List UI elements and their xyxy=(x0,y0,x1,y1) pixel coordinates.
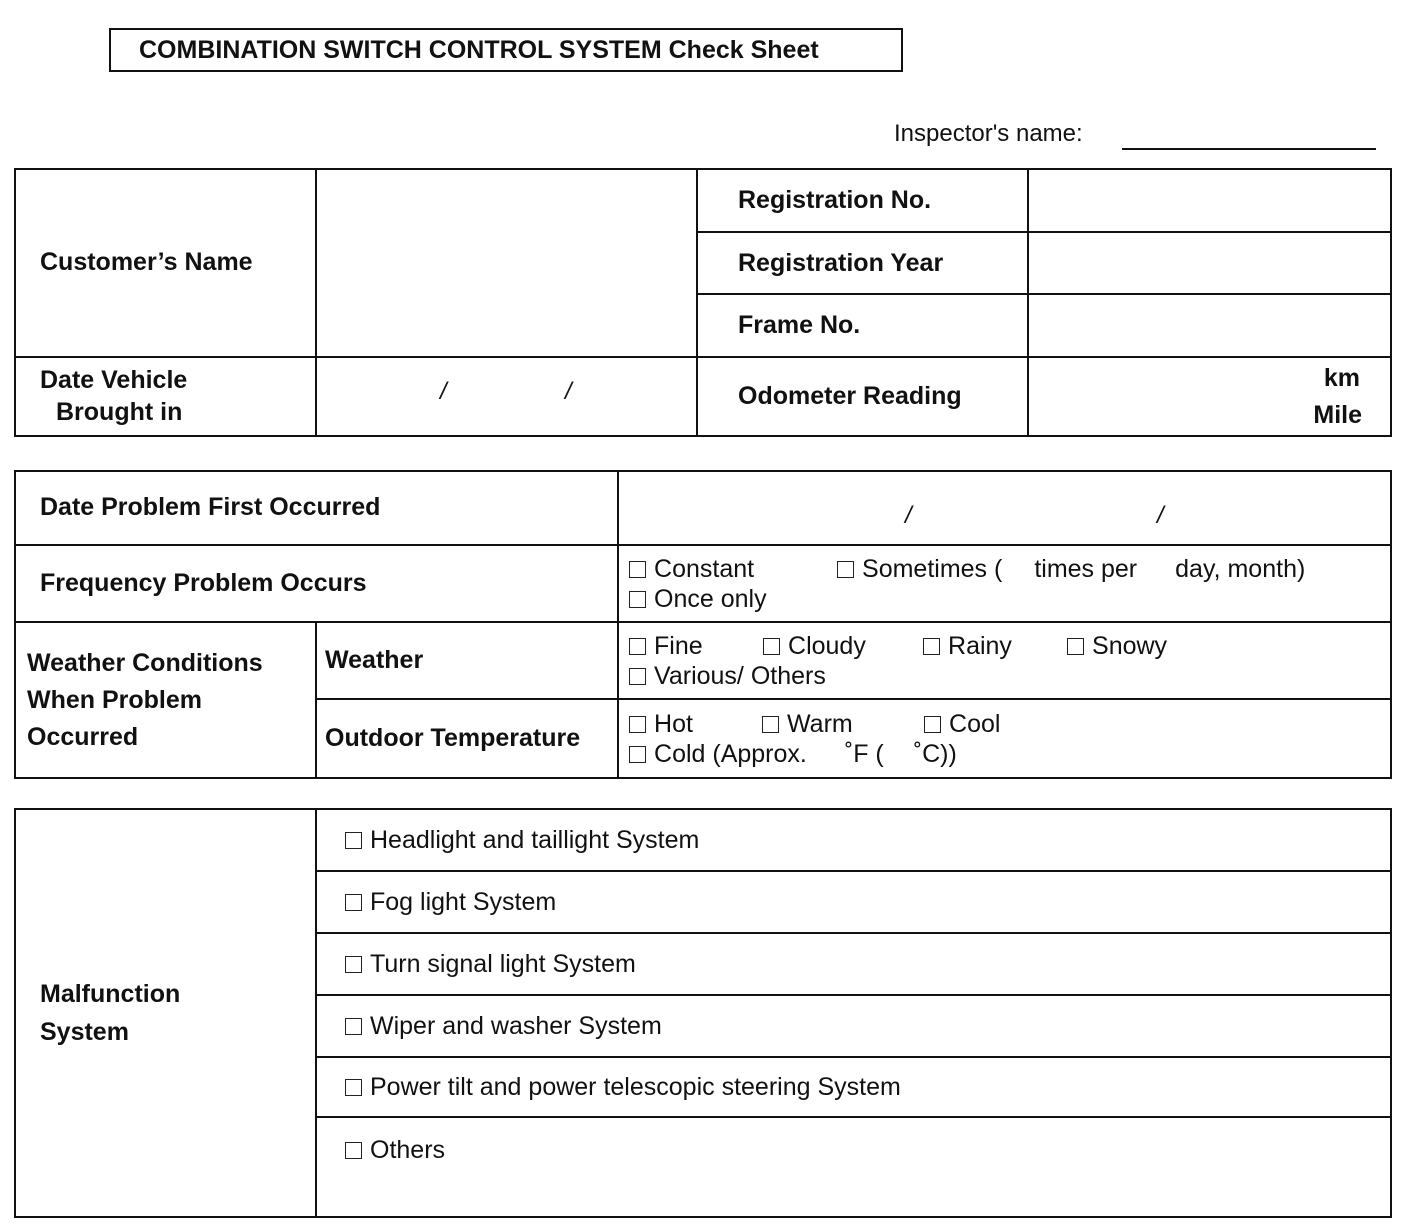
weather-conditions-line1: Weather Conditions xyxy=(27,648,263,677)
option-label: Cold (Approx. xyxy=(654,739,807,768)
weather-cloudy-option[interactable] xyxy=(763,631,923,661)
system-label: Turn signal light System xyxy=(370,949,636,978)
freq-once-option[interactable] xyxy=(629,584,767,614)
system-label: Headlight and taillight System xyxy=(370,825,700,854)
odometer-label: Odometer Reading xyxy=(697,357,1028,436)
checkbox[interactable] xyxy=(1067,638,1084,655)
checkbox[interactable] xyxy=(629,668,646,685)
checkbox[interactable] xyxy=(629,716,646,733)
registration-year-field[interactable] xyxy=(1028,232,1391,294)
system-label: Power tilt and power telescopic steering System xyxy=(370,1072,901,1101)
date-separator: / xyxy=(440,378,447,405)
temp-celsius: ˚C)) xyxy=(913,739,957,768)
checkbox[interactable] xyxy=(345,1079,362,1096)
system-others-option[interactable] xyxy=(316,1117,1391,1217)
system-turn-signal-option[interactable] xyxy=(316,933,1391,995)
weather-snowy-option[interactable] xyxy=(1067,631,1167,661)
checkbox[interactable] xyxy=(345,1018,362,1035)
registration-no-field[interactable] xyxy=(1028,169,1391,232)
temperature-options xyxy=(618,699,1391,778)
checkbox[interactable] xyxy=(762,716,779,733)
checkbox[interactable] xyxy=(345,832,362,849)
option-label: Once only xyxy=(654,584,767,613)
weather-various-option[interactable] xyxy=(629,661,826,691)
odometer-field[interactable] xyxy=(1028,357,1391,436)
registration-year-label: Registration Year xyxy=(697,232,1028,294)
date-brought-in-line1: Date Vehicle xyxy=(40,366,188,395)
date-first-occurred-field[interactable] xyxy=(618,471,1391,545)
weather-options xyxy=(618,622,1391,699)
temp-cold-option[interactable] xyxy=(629,739,807,769)
option-label: Warm xyxy=(787,709,853,738)
weather-fine-option[interactable] xyxy=(629,631,763,661)
option-label: Various/ Others xyxy=(654,661,826,690)
checkbox[interactable] xyxy=(923,638,940,655)
date-brought-in-field[interactable] xyxy=(316,357,697,436)
option-label: Cool xyxy=(949,709,1001,738)
checkbox[interactable] xyxy=(629,746,646,763)
system-fog-light-option[interactable] xyxy=(316,871,1391,933)
checkbox[interactable] xyxy=(837,561,854,578)
temp-hot-option[interactable] xyxy=(629,709,762,739)
system-power-tilt-option[interactable] xyxy=(316,1057,1391,1117)
freq-sometimes-option[interactable] xyxy=(837,554,1002,584)
frequency-label: Frequency Problem Occurs xyxy=(15,545,618,622)
option-label: Cloudy xyxy=(788,631,866,660)
frame-no-label: Frame No. xyxy=(697,294,1028,357)
system-headlight-option[interactable] xyxy=(316,809,1391,871)
unit-km: km xyxy=(1323,364,1360,392)
freq-day-month: day, month) xyxy=(1175,554,1306,583)
customer-name-field[interactable] xyxy=(316,169,697,357)
system-label: Others xyxy=(370,1136,446,1164)
date-brought-in-label xyxy=(15,357,316,436)
checkbox[interactable] xyxy=(629,561,646,578)
temp-fahrenheit: ˚F ( xyxy=(844,739,884,768)
checkbox[interactable] xyxy=(629,638,646,655)
frame-no-field[interactable] xyxy=(1028,294,1391,357)
frequency-options xyxy=(618,545,1391,622)
date-brought-in-line2: Brought in xyxy=(56,397,183,426)
registration-no-label: Registration No. xyxy=(697,169,1028,232)
date-separator: / xyxy=(905,502,912,529)
checkbox[interactable] xyxy=(345,894,362,911)
date-separator: / xyxy=(565,378,572,405)
option-label: Constant xyxy=(654,554,755,583)
weather-label: Weather xyxy=(316,622,618,699)
inspector-name-field[interactable] xyxy=(1122,148,1376,150)
vehicle-info-table xyxy=(14,168,1392,437)
date-separator: / xyxy=(1157,502,1164,529)
system-label: Wiper and washer System xyxy=(370,1011,662,1040)
checkbox[interactable] xyxy=(345,956,362,973)
customer-name-label: Customer’s Name xyxy=(15,169,316,357)
option-label: Snowy xyxy=(1092,631,1168,660)
weather-conditions-line2: When Problem xyxy=(27,685,203,714)
system-label: Fog light System xyxy=(370,887,557,916)
outdoor-temperature-label: Outdoor Temperature xyxy=(316,699,618,778)
system-wiper-option[interactable] xyxy=(316,995,1391,1057)
checkbox[interactable] xyxy=(763,638,780,655)
option-label: Rainy xyxy=(948,631,1012,660)
option-label: Sometimes ( xyxy=(862,554,1003,583)
checkbox[interactable] xyxy=(924,716,941,733)
unit-mile: Mile xyxy=(1313,401,1362,429)
malfunction-system-table xyxy=(14,808,1392,1218)
malfunction-system-label xyxy=(15,809,316,1217)
malfunction-label-line2: System xyxy=(40,1018,129,1046)
malfunction-label-line1: Malfunction xyxy=(40,980,181,1008)
inspector-name-label: Inspector's name: xyxy=(894,120,1083,147)
sheet-title: COMBINATION SWITCH CONTROL SYSTEM Check Sheet xyxy=(109,28,903,72)
weather-rainy-option[interactable] xyxy=(923,631,1067,661)
checkbox[interactable] xyxy=(345,1142,362,1159)
problem-conditions-table xyxy=(14,470,1392,779)
freq-times-per: times per xyxy=(1034,554,1138,583)
weather-conditions-line3: Occurred xyxy=(27,722,139,751)
temp-cool-option[interactable] xyxy=(924,709,1000,739)
option-label: Hot xyxy=(654,709,693,738)
checkbox[interactable] xyxy=(629,591,646,608)
freq-constant-option[interactable] xyxy=(629,554,837,584)
weather-conditions-label xyxy=(15,622,316,778)
date-first-occurred-label: Date Problem First Occurred xyxy=(15,471,618,545)
temp-warm-option[interactable] xyxy=(762,709,924,739)
option-label: Fine xyxy=(654,631,703,660)
